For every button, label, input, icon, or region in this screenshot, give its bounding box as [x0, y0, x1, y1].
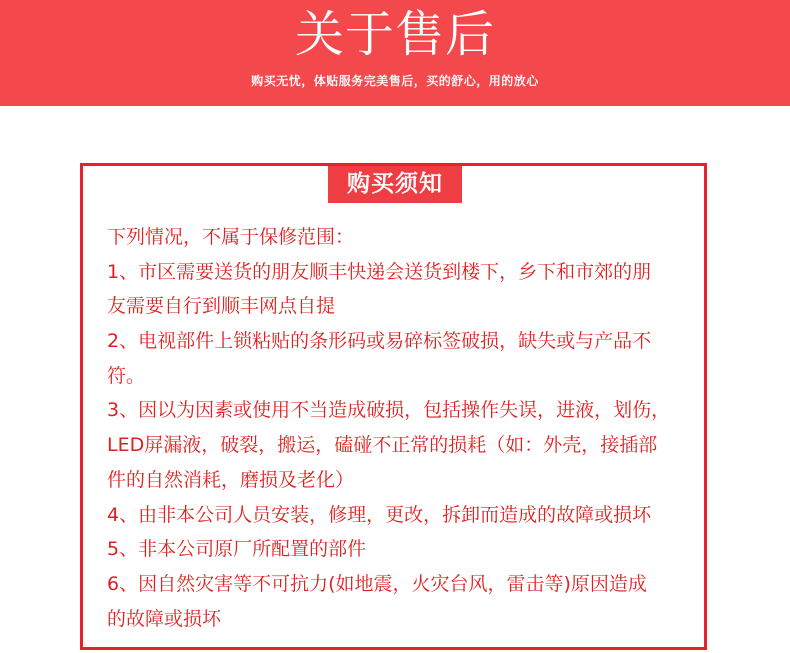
notice-item-1-line-2: 友需要自行到顺丰网点自提: [107, 295, 336, 318]
purchase-notice-heading: 购买须知: [328, 166, 462, 203]
notice-item-1-line-1: 1、市区需要送货的朋友顺丰快递会送货到楼下，乡下和市郊的朋: [107, 260, 652, 283]
notice-item-4-line-1: 4、由非本公司人员安装，修理，更改，拆卸而造成的故障或损坏: [107, 503, 652, 526]
notice-item-2-line-2: 符。: [107, 364, 146, 387]
notice-intro: 下列情况，不属于保修范围：: [107, 226, 355, 248]
notice-item-6-line-1: 6、因自然灾害等不可抗力(如地震，火灾台风，雷击等)原因造成: [107, 572, 647, 595]
notice-item-3-line-3: 件的自然消耗，磨损及老化）: [107, 468, 355, 491]
notice-item-6-line-2: 的故障或损坏: [107, 607, 222, 630]
notice-item-3-line-1: 3、因以为因素或使用不当造成破损，包括操作失误，进液，划伤，: [107, 399, 671, 422]
notice-item-3-line-2: LED屏漏液，破裂，搬运，磕碰不正常的损耗（如：外壳，接插部: [107, 434, 658, 457]
banner-subtitle: 购买无忧，体贴服务完美售后，买的舒心，用的放心: [251, 74, 539, 88]
purchase-notice-body: [107, 220, 697, 636]
notice-item-5-line-1: 5、非本公司原厂所配置的部件: [107, 538, 367, 561]
notice-item-2-line-1: 2、电视部件上锁粘贴的条形码或易碎标签破损，缺失或与产品不: [107, 330, 652, 353]
header-banner: [0, 0, 790, 106]
banner-title: 关于售后: [294, 6, 495, 63]
